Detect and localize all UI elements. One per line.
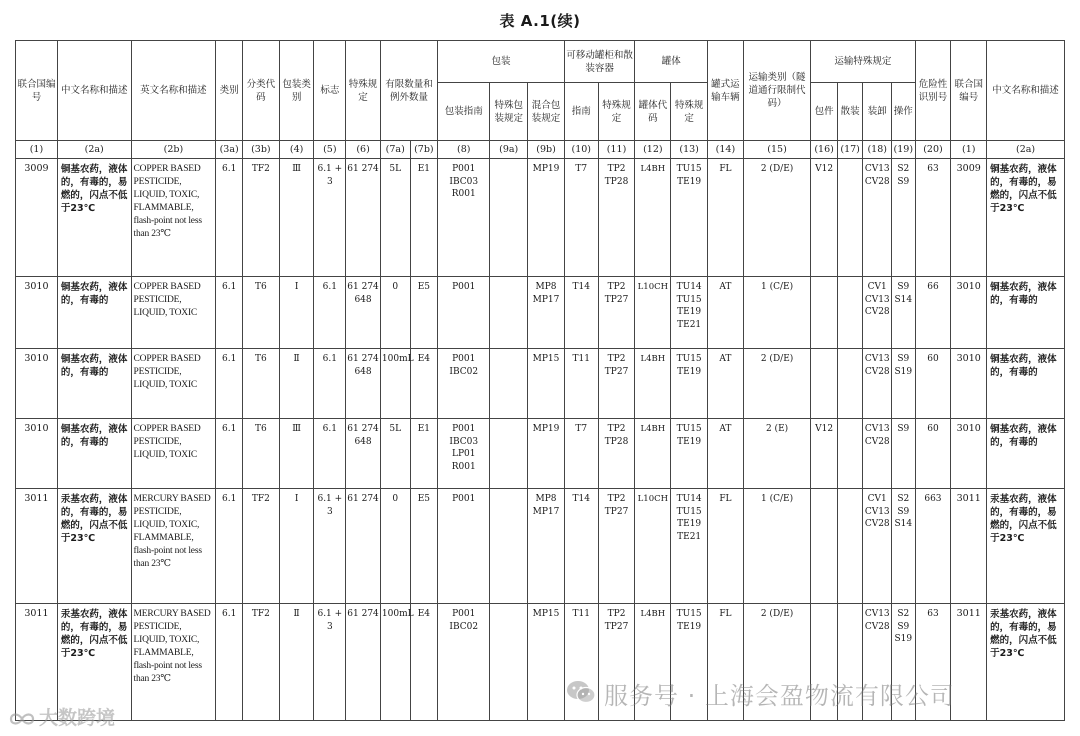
table-cell [837,489,863,604]
table-cell: AT [708,419,744,489]
table-cell: 3010 [16,419,58,489]
table-cell: Ⅲ [279,419,314,489]
table-cell: 663 [915,489,951,604]
table-cell: CV13 CV28 [863,604,892,721]
table-cell [811,277,838,349]
table-cell: T11 [564,604,598,721]
table-cell: TU14 TU15 TE19 TE21 [671,489,708,604]
table-cell: FL [708,489,744,604]
table-cell: 6.1 [216,604,243,721]
header-portable-special: 特殊规定 [598,83,635,141]
table-cell: MP8 MP17 [528,489,565,604]
header-limited-quantities: 有限数量和例外数量 [380,41,437,141]
table-cell: 60 [915,349,951,419]
table-cell: TU15 TE19 [671,349,708,419]
column-number: (4) [279,141,314,159]
table-cell: TP2 TP28 [598,419,635,489]
header-classification-code: 分类代码 [242,41,279,141]
column-number: (12) [635,141,671,159]
table-cell [490,604,528,721]
header-transport-category: 运输类别（隧道通行限制代码） [743,41,810,141]
table-cell: MP15 [528,604,565,721]
column-number: (18) [863,141,892,159]
table-cell: 61 274 [346,159,381,277]
table-cell: 61 274 [346,604,381,721]
table-cell: 3009 [951,159,987,277]
column-number: (7b) [410,141,438,159]
header-tank-vehicle: 罐式运输车辆 [708,41,744,141]
header-tank-special: 特殊规定 [671,83,708,141]
table-cell [811,489,838,604]
table-cell [490,349,528,419]
column-number: (10) [564,141,598,159]
table-cell: E1 [410,419,438,489]
table-cell: T7 [564,419,598,489]
column-number: (2b) [131,141,216,159]
table-cell: TP2 TP27 [598,349,635,419]
table-cell: 铜基农药，液体的，有毒的 [57,349,131,419]
table-cell: 3010 [951,277,987,349]
table-cell: 3011 [16,489,58,604]
column-number: (9a) [490,141,528,159]
table-cell: 3011 [951,489,987,604]
header-un-number: 联合国编号 [16,41,58,141]
column-number: (14) [708,141,744,159]
column-number: (1) [16,141,58,159]
table-cell: MP19 [528,159,565,277]
table-cell: 铜基农药，液体的，有毒的 [987,419,1065,489]
table-cell [837,349,863,419]
table-cell: L4BH [635,419,671,489]
table-cell: Ⅲ [279,159,314,277]
table-cell [490,489,528,604]
table-cell: P001 [438,277,490,349]
column-number: (6) [346,141,381,159]
column-number: (8) [438,141,490,159]
table-cell: 铜基农药，液体的，有毒的 [57,419,131,489]
header-mixed-packing: 混合包装规定 [528,83,565,141]
column-number: (3a) [216,141,243,159]
table-cell: 0 [380,277,410,349]
table-cell: AT [708,277,744,349]
header-un-number-right: 联合国编号 [951,41,987,141]
table-cell: E4 [410,349,438,419]
table-cell: 铜基农药，液体的，有毒的 [987,349,1065,419]
table-cell: FL [708,159,744,277]
table-cell: 6.1 + 3 [314,604,346,721]
logo-text: 大数跨境 [39,707,116,729]
table-cell: 61 274 648 [346,419,381,489]
table-cell: 铜基农药，液体的，有毒的 [57,277,131,349]
header-labels: 标志 [314,41,346,141]
table-cell: 铜基农药，液体的，有毒的，易燃的，闪点不低于23℃ [987,159,1065,277]
table-cell: S9 [892,419,916,489]
column-number: (1) [951,141,987,159]
header-english-name: 英文名称和描述 [131,41,216,141]
table-cell: 3010 [16,277,58,349]
table-cell: COPPER BASED PESTICIDE, LIQUID, TOXIC, FLAMMABLE, flash-point not less than 23℃ [131,159,216,277]
table-cell: 6.1 [216,489,243,604]
table-cell: S9 S14 [892,277,916,349]
table-cell [490,277,528,349]
column-number: (3b) [242,141,279,159]
table-cell: 6.1 [216,277,243,349]
table-cell: T6 [242,277,279,349]
table-row [16,349,1065,419]
table-cell: TF2 [242,489,279,604]
table-cell: L4BH [635,604,671,721]
table-cell: 2 (D/E) [743,604,810,721]
table-cell: MERCURY BASED PESTICIDE, LIQUID, TOXIC, FLAMMABLE, flash-point not less than 23℃ [131,604,216,721]
table-cell: TP2 TP27 [598,277,635,349]
table-cell: CV13 CV28 [863,349,892,419]
table-cell: 5L [380,419,410,489]
header-portable-instructions: 指南 [564,83,598,141]
table-cell: E4 [410,604,438,721]
table-cell: 61 274 648 [346,277,381,349]
table-cell [811,349,838,419]
table-cell: TP2 TP28 [598,159,635,277]
table-cell: 6.1 [314,349,346,419]
table-cell: TP2 TP27 [598,489,635,604]
table-cell: 3011 [16,604,58,721]
table-cell: 2 (D/E) [743,159,810,277]
table-cell: COPPER BASED PESTICIDE, LIQUID, TOXIC [131,419,216,489]
header-loading: 装卸 [863,83,892,141]
table-cell: V12 [811,159,838,277]
table-cell: 6.1 [216,159,243,277]
table-cell: S2 S9 [892,159,916,277]
column-number: (9b) [528,141,565,159]
header-group-portable-tanks: 可移动罐柜和散装容器 [564,41,635,83]
table-cell: E5 [410,489,438,604]
table-cell: T6 [242,419,279,489]
watermark-text: 服务号 · 上海会盈物流有限公司 [604,682,955,710]
table-cell: MERCURY BASED PESTICIDE, LIQUID, TOXIC, FLAMMABLE, flash-point not less than 23℃ [131,489,216,604]
table-cell: 3010 [951,349,987,419]
table-cell: 2 (E) [743,419,810,489]
header-class: 类别 [216,41,243,141]
table-cell [837,419,863,489]
table-cell: TU15 TE19 [671,604,708,721]
table-cell: 61 274 [346,489,381,604]
table-cell: P001 IBC03 R001 [438,159,490,277]
table-cell: 6.1 [314,419,346,489]
table-cell: P001 IBC02 [438,349,490,419]
table-cell: CV1 CV13 CV28 [863,489,892,604]
column-number: (19) [892,141,916,159]
column-number: (11) [598,141,635,159]
table-cell [490,419,528,489]
table-cell [837,159,863,277]
table-cell: Ⅱ [279,604,314,721]
table-cell: 汞基农药，液体的，有毒的，易燃的，闪点不低于23℃ [57,489,131,604]
column-number: (2a) [57,141,131,159]
table-cell: L10CH [635,277,671,349]
table-cell: E1 [410,159,438,277]
header-group-special-provisions: 运输特殊规定 [811,41,915,83]
table-cell: TP2 TP27 [598,604,635,721]
table-cell: CV13 CV28 [863,159,892,277]
table-cell: MP19 [528,419,565,489]
table-cell: T11 [564,349,598,419]
table-cell: 3011 [951,604,987,721]
table-cell: T7 [564,159,598,277]
table-cell: TF2 [242,604,279,721]
table-cell: 6.1 [216,349,243,419]
column-number: (2a) [987,141,1065,159]
table-cell: MP15 [528,349,565,419]
table-cell: E5 [410,277,438,349]
table-cell: P001 IBC02 [438,604,490,721]
table-cell: 5L [380,159,410,277]
column-number: (20) [915,141,951,159]
column-number: (7a) [380,141,410,159]
table-cell: AT [708,349,744,419]
header-chinese-name: 中文名称和描述 [57,41,131,141]
column-number: (15) [743,141,810,159]
column-number: (13) [671,141,708,159]
table-cell: 1 (C/E) [743,489,810,604]
table-cell: 60 [915,419,951,489]
table-cell: 铜基农药，液体的，有毒的，易燃的，闪点不低于23℃ [57,159,131,277]
header-operation: 操作 [892,83,916,141]
table-cell: COPPER BASED PESTICIDE, LIQUID, TOXIC [131,349,216,419]
table-cell: P001 [438,489,490,604]
table-cell: T14 [564,277,598,349]
table-cell: P001 IBC03 LP01 R001 [438,419,490,489]
table-cell: CV13 CV28 [863,419,892,489]
table-cell: 铜基农药，液体的，有毒的 [987,277,1065,349]
header-bulk: 散装 [837,83,863,141]
bigdata-logo-watermark [8,703,115,730]
table-cell: FL [708,604,744,721]
table-cell: V12 [811,419,838,489]
column-number: (17) [837,141,863,159]
table-cell: 6.1 + 3 [314,159,346,277]
table-cell: 2 (D/E) [743,349,810,419]
table-cell: L10CH [635,489,671,604]
table-cell: 100mL [380,349,410,419]
table-cell: S2 S9 S14 [892,489,916,604]
table-cell: T6 [242,349,279,419]
table-cell: 汞基农药，液体的，有毒的，易燃的，闪点不低于23℃ [57,604,131,721]
header-packages: 包件 [811,83,838,141]
table-row [16,277,1065,349]
table-cell: Ⅱ [279,349,314,419]
table-row [16,489,1065,604]
table-cell: 6.1 [216,419,243,489]
wechat-icon [566,679,596,705]
column-number: (16) [811,141,838,159]
header-chinese-name-right: 中文名称和描述 [987,41,1065,141]
table-cell: TU15 TE19 [671,159,708,277]
table-cell [837,277,863,349]
table-cell: Ⅰ [279,489,314,604]
table-cell: 6.1 + 3 [314,489,346,604]
table-cell [490,159,528,277]
table-cell: S2 S9 S19 [892,604,916,721]
table-cell: CV1 CV13 CV28 [863,277,892,349]
header-special-provisions: 特殊规定 [346,41,381,141]
table-cell: 63 [915,159,951,277]
table-cell: 66 [915,277,951,349]
table-cell: 61 274 648 [346,349,381,419]
table-cell: L4BH [635,159,671,277]
header-tank-code: 罐体代码 [635,83,671,141]
table-cell: S9 S19 [892,349,916,419]
table-cell: 6.1 [314,277,346,349]
table-cell: TU14 TU15 TE19 TE21 [671,277,708,349]
table-cell: 3009 [16,159,58,277]
table-cell: 3010 [16,349,58,419]
table-cell: 汞基农药，液体的，有毒的，易燃的，闪点不低于23℃ [987,604,1065,721]
table-title: 表 A.1(续) [499,12,581,30]
table-cell: MP8 MP17 [528,277,565,349]
table-cell: 汞基农药，液体的，有毒的，易燃的，闪点不低于23℃ [987,489,1065,604]
header-packing-instructions: 包装指南 [438,83,490,141]
table-cell: 0 [380,489,410,604]
header-group-tanks: 罐体 [635,41,708,83]
table-cell: 100mL [380,604,410,721]
table-row [16,159,1065,277]
table-cell: TF2 [242,159,279,277]
table-cell: 63 [915,604,951,721]
table-cell: T14 [564,489,598,604]
table-cell: L4BH [635,349,671,419]
table-row [16,419,1065,489]
header-hazard-id: 危险性识别号 [915,41,951,141]
dangerous-goods-table [15,40,1065,721]
table-cell: Ⅰ [279,277,314,349]
table-cell: TU15 TE19 [671,419,708,489]
table-cell: 1 (C/E) [743,277,810,349]
header-group-packaging: 包装 [438,41,565,83]
header-special-packing: 特殊包装规定 [490,83,528,141]
bigdata-logo-icon [8,710,36,728]
column-number: (5) [314,141,346,159]
header-packing-group: 包装类别 [279,41,314,141]
table-cell: 3010 [951,419,987,489]
table-cell: COPPER BASED PESTICIDE, LIQUID, TOXIC [131,277,216,349]
